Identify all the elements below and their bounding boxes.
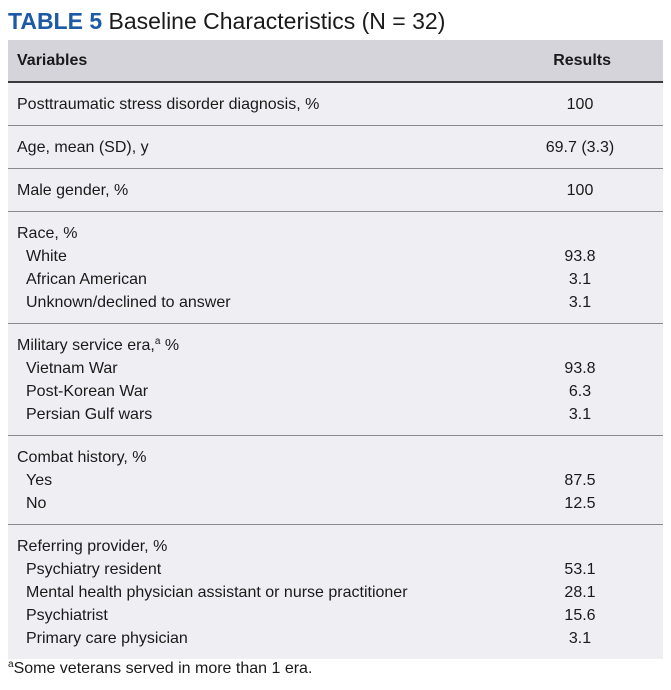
table-row: [8, 334, 663, 357]
table-row: [8, 245, 663, 268]
baseline-table: [8, 40, 663, 659]
table-row: [8, 136, 663, 159]
row-label: Vietnam War: [26, 360, 118, 377]
military-label-text: Military service era,: [17, 337, 155, 354]
table-header: [8, 40, 663, 83]
table-row: [8, 469, 663, 492]
row-label: Combat history, %: [17, 449, 147, 466]
table-number: TABLE 5: [8, 8, 103, 34]
row-value: 6.3: [568, 383, 592, 400]
section-race: [8, 212, 663, 324]
section-combat-history: [8, 436, 663, 525]
table-title: [8, 6, 445, 36]
military-label-suffix: %: [160, 337, 180, 354]
table-caption: Baseline Characteristics (N = 32): [108, 8, 446, 34]
row-label: Primary care physician: [26, 630, 188, 647]
row-value: 100: [566, 182, 594, 199]
row-label: No: [26, 495, 47, 512]
row-label: Age, mean (SD), y: [17, 139, 149, 156]
row-value: 3.1: [568, 271, 592, 288]
row-label: White: [26, 248, 67, 265]
table-footnote: [8, 660, 312, 678]
table-row: [8, 558, 663, 581]
section-age: [8, 126, 663, 169]
table-row: [8, 581, 663, 604]
table-row: [8, 268, 663, 291]
table-row: [8, 604, 663, 627]
row-label: Posttraumatic stress disorder diagnosis, %: [17, 96, 320, 113]
table-row: [8, 179, 663, 202]
table-row: [8, 380, 663, 403]
table-row: [8, 93, 663, 116]
table-row: [8, 357, 663, 380]
row-label: Psychiatry resident: [26, 561, 162, 578]
row-label: Unknown/declined to answer: [26, 294, 231, 311]
row-label: Psychiatrist: [26, 607, 108, 624]
row-label: Male gender, %: [17, 182, 129, 199]
table-row: [8, 535, 663, 558]
row-value: 3.1: [568, 294, 592, 311]
row-value: 93.8: [564, 360, 596, 377]
row-value: 3.1: [568, 630, 592, 647]
row-value: 28.1: [564, 584, 596, 601]
row-value: 15.6: [564, 607, 596, 624]
section-military-service-era: [8, 324, 663, 436]
footnote-marker: a: [8, 659, 14, 670]
table-row: [8, 627, 663, 650]
table-row: [8, 403, 663, 426]
row-label: Post-Korean War: [26, 383, 149, 400]
header-results: Results: [553, 52, 611, 69]
footnote-marker: a: [154, 336, 161, 347]
row-label: Persian Gulf wars: [26, 406, 153, 423]
header-variables: Variables: [17, 52, 88, 69]
table-row: [8, 446, 663, 469]
row-value: 100: [566, 96, 594, 113]
table-row: [8, 222, 663, 245]
footnote-text: Some veterans served in more than 1 era.: [13, 660, 313, 677]
section-male-gender: [8, 169, 663, 212]
row-label: Race, %: [17, 225, 78, 242]
row-value: 69.7 (3.3): [545, 139, 615, 156]
row-value: 12.5: [564, 495, 596, 512]
row-value: 53.1: [564, 561, 596, 578]
table-row: [8, 492, 663, 515]
row-label: African American: [26, 271, 147, 288]
row-value: 3.1: [568, 406, 592, 423]
section-ptsd: [8, 83, 663, 126]
row-label: [17, 334, 179, 357]
row-label: Yes: [26, 472, 53, 489]
table-row: [8, 291, 663, 314]
section-referring-provider: [8, 525, 663, 659]
row-label: Mental health physician assistant or nurse practitioner: [26, 584, 408, 601]
row-label: Referring provider, %: [17, 538, 168, 555]
row-value: 93.8: [564, 248, 596, 265]
row-value: 87.5: [564, 472, 596, 489]
